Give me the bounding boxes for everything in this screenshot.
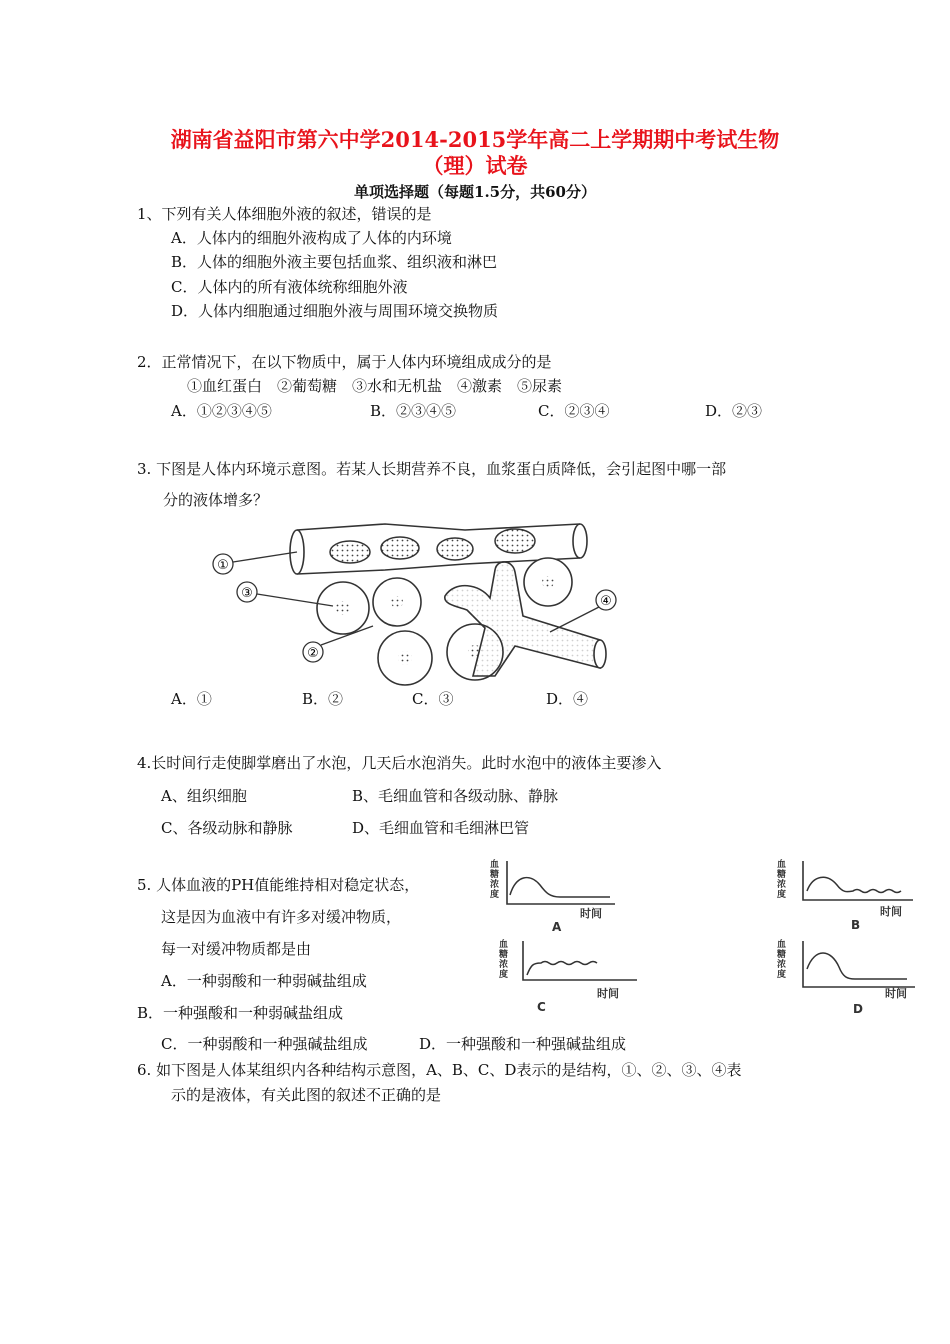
figure-label-4: ④ <box>600 594 612 609</box>
q2-option-d: D．②③ <box>705 402 763 420</box>
graph-d-ylabel-4: 度 <box>777 970 787 980</box>
q4-option-a: A、组织细胞 <box>161 787 247 805</box>
section-heading: 单项选择题（每题1.5分，共60分） <box>354 183 596 201</box>
q2-items: ①血红蛋白 ②葡萄糖 ③水和无机盐 ④激素 ⑤尿素 <box>187 377 563 395</box>
q3-option-a: A．① <box>171 690 212 708</box>
q5-option-a: A．一种弱酸和一种弱碱盐组成 <box>161 972 367 990</box>
internal-environment-figure <box>205 518 635 688</box>
graph-c-label: C <box>537 1000 546 1014</box>
question-5-stem: 5. 人体血液的PH值能维持相对稳定状态， <box>137 876 420 894</box>
question-5-stem-line2: 这是因为血液中有许多对缓冲物质， <box>161 908 402 926</box>
question-1-stem: 1、下列有关人体细胞外液的叙述，错误的是 <box>137 205 432 223</box>
graph-b-xlabel: 时间 <box>880 905 902 918</box>
q1-option-b: B．人体的细胞外液主要包括血浆、组织液和淋巴 <box>171 253 498 271</box>
graph-d <box>775 935 925 1015</box>
q4-option-d: D、毛细血管和毛细淋巴管 <box>352 819 530 837</box>
q4-option-c: C、各级动脉和静脉 <box>161 819 293 837</box>
graph-c-ylabel-3: 浓 <box>499 960 509 970</box>
graph-b-ylabel-4: 度 <box>777 890 787 900</box>
graph-a-xlabel: 时间 <box>580 907 602 920</box>
question-3-stem: 3. 下图是人体内环境示意图。若某人长期营养不良，血浆蛋白质降低，会引起图中哪一部 <box>137 460 727 478</box>
graph-b-label: B <box>851 918 861 932</box>
graph-d-ylabel-1: 血 <box>777 940 787 950</box>
q3-option-d: D．④ <box>546 690 589 708</box>
document-title-line2: （理）试卷 <box>422 153 528 178</box>
graph-a-ylabel-3: 浓 <box>490 880 500 890</box>
question-3-stem-line2: 分的液体增多？ <box>163 491 269 509</box>
q1-option-d: D．人体内细胞通过细胞外液与周围环境交换物质 <box>171 302 499 320</box>
question-5-stem-line3: 每一对缓冲物质都是由 <box>161 940 312 958</box>
graph-a-ylabel-4: 度 <box>490 890 500 900</box>
q3-option-b: B．② <box>302 690 344 708</box>
q2-option-a: A．①②③④⑤ <box>171 402 272 420</box>
q1-option-a: A．人体内的细胞外液构成了人体的内环境 <box>171 229 452 247</box>
figure-label-1: ① <box>217 558 229 573</box>
graph-c-xlabel: 时间 <box>597 987 619 1000</box>
graph-c-ylabel-1: 血 <box>499 940 509 950</box>
question-2-stem: 2．正常情况下，在以下物质中，属于人体内环境组成成分的是 <box>137 353 552 371</box>
q5-option-d: D．一种强酸和一种强碱盐组成 <box>419 1035 627 1053</box>
graph-d-ylabel-3: 浓 <box>777 960 787 970</box>
q5-option-c: C．一种弱酸和一种强碱盐组成 <box>161 1035 368 1053</box>
document-title: 湖南省益阳市第六中学2014-2015学年高二上学期期中考试生物 <box>170 127 780 152</box>
question-6-stem-line2: 示的是液体，有关此图的叙述不正确的是 <box>171 1086 442 1104</box>
graph-c-ylabel-2: 糖 <box>499 950 509 960</box>
figure-label-2: ② <box>307 646 319 661</box>
graph-a-ylabel-1: 血 <box>490 860 500 870</box>
graph-b <box>775 855 925 935</box>
graph-b-ylabel-3: 浓 <box>777 880 787 890</box>
q3-option-c: C．③ <box>412 690 454 708</box>
graph-a-label: A <box>552 920 562 934</box>
graph-b-ylabel-2: 糖 <box>777 870 787 880</box>
graph-b-ylabel-1: 血 <box>777 860 787 870</box>
question-4-stem: 4.长时间行走使脚掌磨出了水泡，几天后水泡消失。此时水泡中的液体主要渗入 <box>137 754 662 772</box>
graph-a-ylabel-2: 糖 <box>490 870 500 880</box>
q5-option-b: B．一种强酸和一种弱碱盐组成 <box>137 1004 344 1022</box>
q1-option-c: C．人体内的所有液体统称细胞外液 <box>171 278 408 296</box>
graph-d-ylabel-2: 糖 <box>777 950 787 960</box>
q2-option-b: B．②③④⑤ <box>370 402 457 420</box>
graph-a <box>480 855 630 935</box>
question-6-stem: 6. 如下图是人体某组织内各种结构示意图，A、B、C、D表示的是结构，①、②、③、④表 <box>137 1061 742 1079</box>
q2-option-c: C．②③④ <box>538 402 610 420</box>
graph-c <box>497 935 647 1015</box>
graph-d-xlabel: 时间 <box>885 987 907 1000</box>
graph-d-label: D <box>853 1002 863 1015</box>
figure-label-3: ③ <box>241 586 253 601</box>
graph-c-ylabel-4: 度 <box>499 970 509 980</box>
q4-option-b: B、毛细血管和各级动脉、静脉 <box>352 787 559 805</box>
